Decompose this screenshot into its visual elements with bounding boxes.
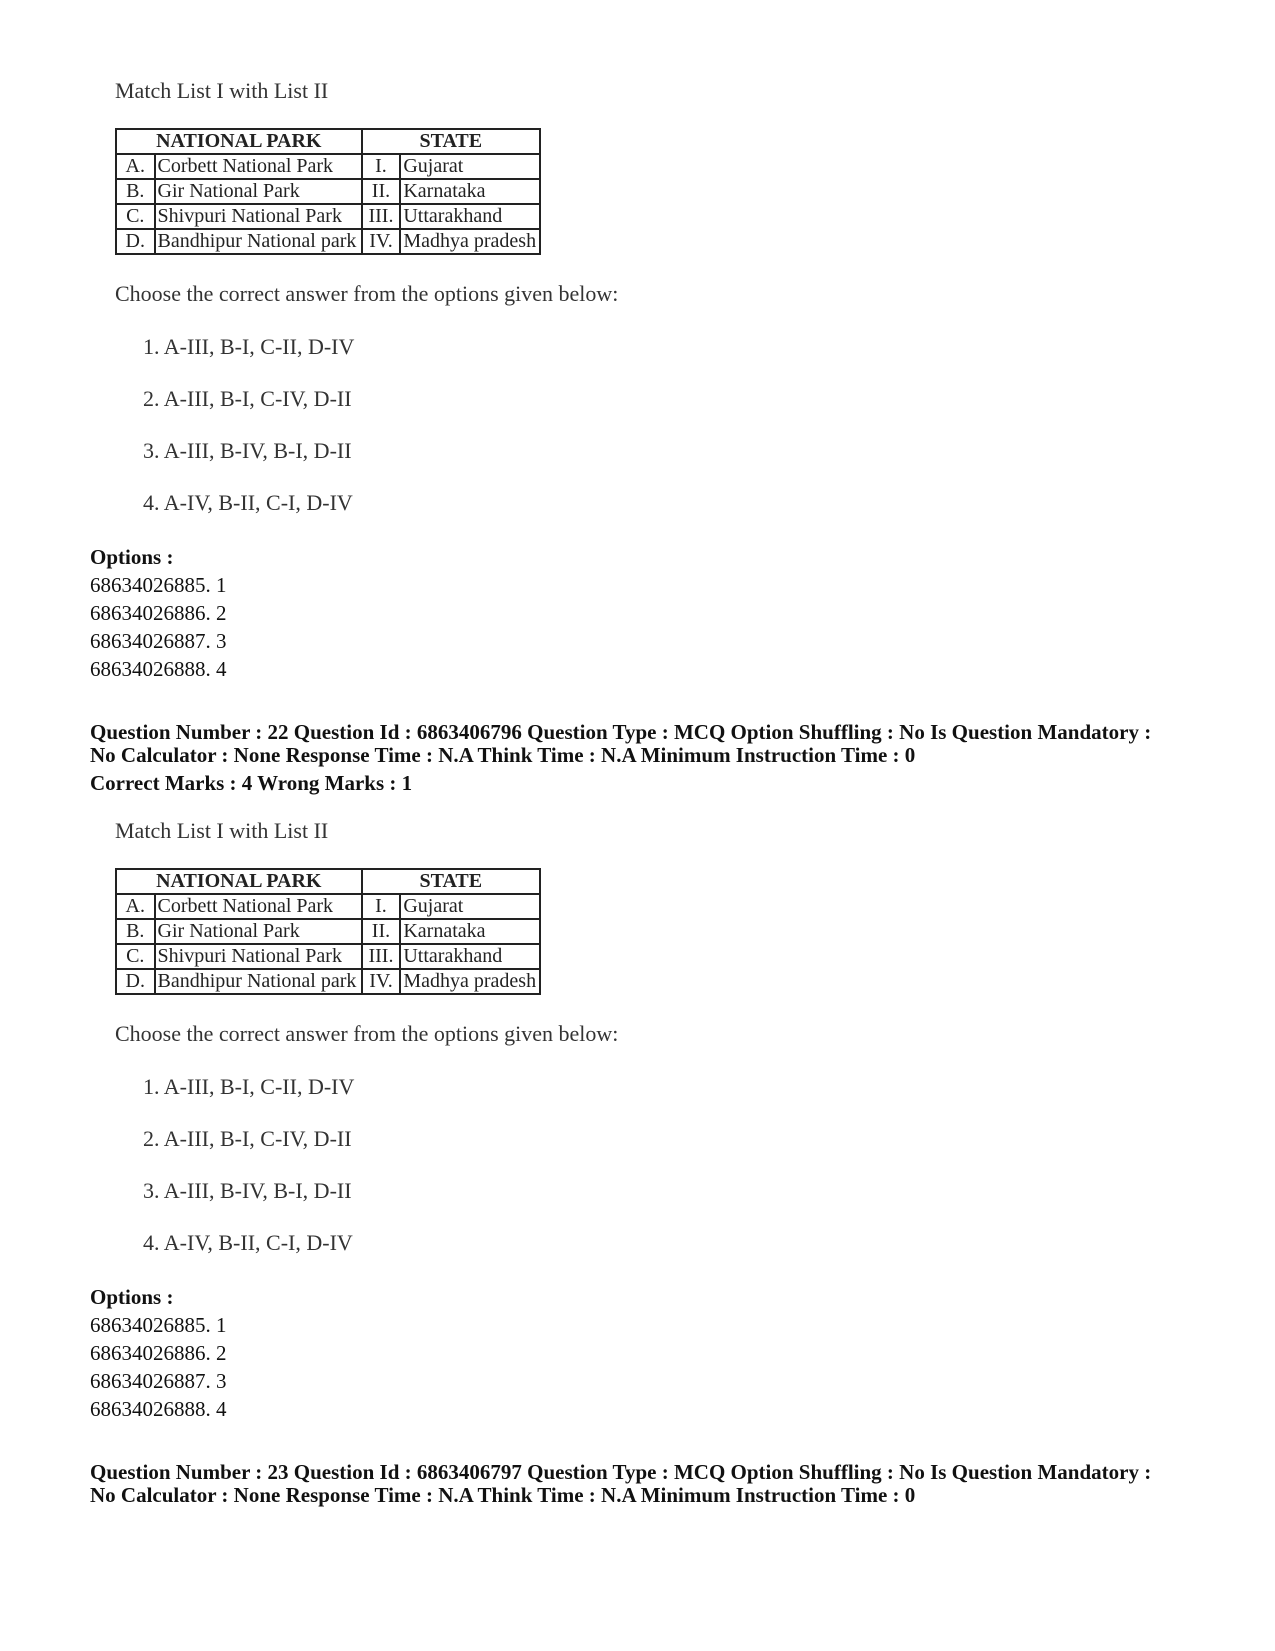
question-image-2 [115, 818, 715, 1268]
table-row [116, 154, 540, 179]
state-name: Gujarat [400, 894, 540, 919]
park-name: Gir National Park [155, 919, 362, 944]
table-header-row [116, 869, 540, 894]
option-item: 68634026886. 2 [90, 1341, 227, 1365]
header-state: STATE [362, 129, 540, 154]
option-item: 68634026886. 2 [90, 601, 227, 625]
row-roman: IV. [362, 969, 401, 994]
table-row [116, 919, 540, 944]
question-image-1 [115, 78, 715, 528]
state-name: Uttarakhand [400, 944, 540, 969]
row-roman: II. [362, 179, 401, 204]
park-name: Gir National Park [155, 179, 362, 204]
option-item: 68634026887. 3 [90, 1369, 227, 1393]
option-item: 68634026885. 1 [90, 573, 227, 597]
match-table [115, 128, 541, 255]
question-meta-line: Question Number : 23 Question Id : 6863406797 Question Type : MCQ Option Shuffling : No Is Question Mandatory : [90, 1460, 1152, 1484]
option-item: 68634026888. 4 [90, 657, 227, 681]
options-label: Options : [90, 545, 174, 569]
state-name: Madhya pradesh [400, 969, 540, 994]
option-item: 68634026885. 1 [90, 1313, 227, 1337]
table-row [116, 944, 540, 969]
answer-choice-1: 1. A-III, B-I, C-II, D-IV [143, 1074, 355, 1099]
row-key: B. [116, 179, 155, 204]
question-meta-line: Question Number : 22 Question Id : 6863406796 Question Type : MCQ Option Shuffling : No Is Question Mandatory : [90, 720, 1152, 744]
state-name: Karnataka [400, 919, 540, 944]
option-item: 68634026887. 3 [90, 629, 227, 653]
answer-choice-3: 3. A-III, B-IV, B-I, D-II [143, 1178, 352, 1203]
table-header-row [116, 129, 540, 154]
row-roman: II. [362, 919, 401, 944]
row-key: C. [116, 204, 155, 229]
table-row [116, 204, 540, 229]
row-key: D. [116, 229, 155, 254]
answer-choice-4: 4. A-IV, B-II, C-I, D-IV [143, 490, 353, 515]
table-row [116, 229, 540, 254]
answer-choice-1: 1. A-III, B-I, C-II, D-IV [143, 334, 355, 359]
answer-choice-4: 4. A-IV, B-II, C-I, D-IV [143, 1230, 353, 1255]
options-label: Options : [90, 1285, 174, 1309]
choose-instruction: Choose the correct answer from the options given below: [115, 1021, 619, 1046]
row-roman: III. [362, 944, 401, 969]
park-name: Bandhipur National park [155, 229, 362, 254]
row-roman: I. [362, 154, 401, 179]
header-state: STATE [362, 869, 540, 894]
park-name: Shivpuri National Park [155, 944, 362, 969]
match-table [115, 868, 541, 995]
row-roman: III. [362, 204, 401, 229]
header-national-park: NATIONAL PARK [116, 869, 362, 894]
header-national-park: NATIONAL PARK [116, 129, 362, 154]
park-name: Shivpuri National Park [155, 204, 362, 229]
park-name: Corbett National Park [155, 154, 362, 179]
answer-choice-2: 2. A-III, B-I, C-IV, D-II [143, 1126, 352, 1151]
row-key: A. [116, 154, 155, 179]
row-key: D. [116, 969, 155, 994]
state-name: Karnataka [400, 179, 540, 204]
question-intro: Match List I with List II [115, 78, 329, 103]
row-roman: I. [362, 894, 401, 919]
question-intro: Match List I with List II [115, 818, 329, 843]
answer-choice-3: 3. A-III, B-IV, B-I, D-II [143, 438, 352, 463]
park-name: Corbett National Park [155, 894, 362, 919]
row-roman: IV. [362, 229, 401, 254]
question-meta-line: No Calculator : None Response Time : N.A Think Time : N.A Minimum Instruction Time : 0 [90, 743, 916, 767]
row-key: C. [116, 944, 155, 969]
table-row [116, 894, 540, 919]
table-row [116, 179, 540, 204]
state-name: Madhya pradesh [400, 229, 540, 254]
question-meta-line: No Calculator : None Response Time : N.A Think Time : N.A Minimum Instruction Time : 0 [90, 1483, 916, 1507]
table-row [116, 969, 540, 994]
state-name: Uttarakhand [400, 204, 540, 229]
choose-instruction: Choose the correct answer from the options given below: [115, 281, 619, 306]
option-item: 68634026888. 4 [90, 1397, 227, 1421]
question-marks: Correct Marks : 4 Wrong Marks : 1 [90, 771, 413, 795]
answer-choice-2: 2. A-III, B-I, C-IV, D-II [143, 386, 352, 411]
state-name: Gujarat [400, 154, 540, 179]
park-name: Bandhipur National park [155, 969, 362, 994]
row-key: A. [116, 894, 155, 919]
row-key: B. [116, 919, 155, 944]
